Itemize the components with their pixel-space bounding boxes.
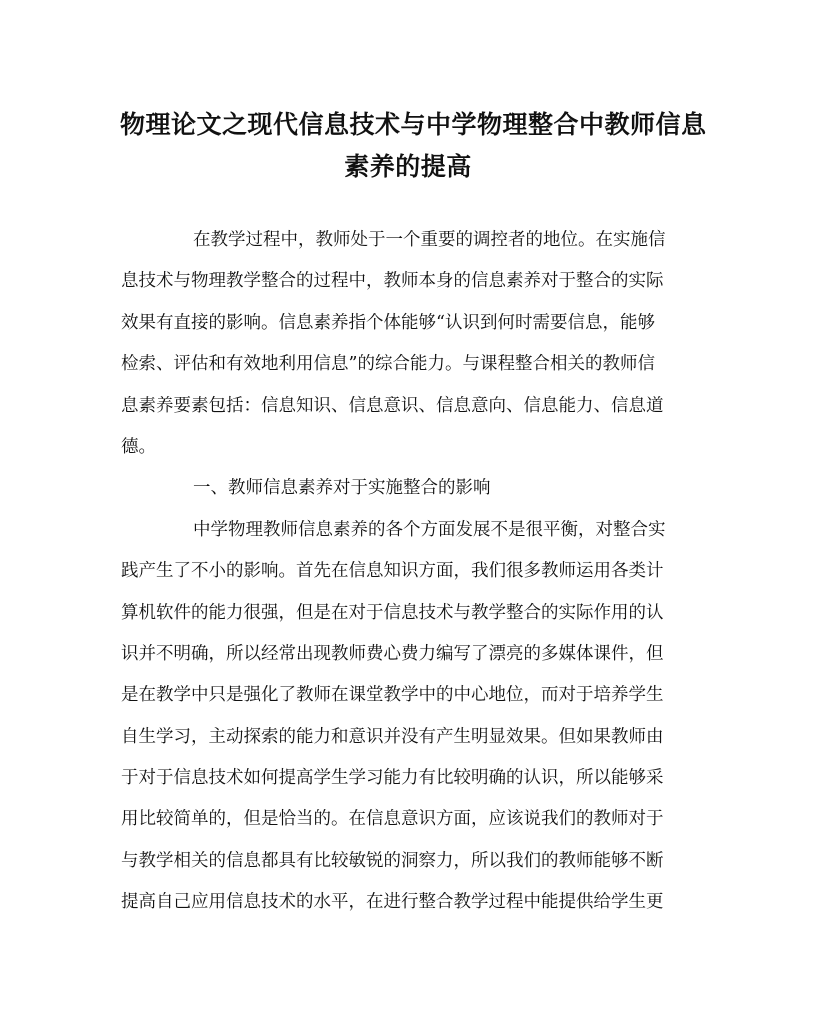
text-line: 德。 [121, 436, 156, 457]
text-line: 检索、评估和有效地利用信息”的综合能力。与课程整合相关的教师信 [121, 354, 655, 375]
text-line: 与教学相关的信息都具有比较敏锐的洞察力，所以我们的教师能够不断 [121, 850, 664, 871]
document-title [120, 104, 707, 188]
section-heading: 一、教师信息素养对于实施整合的影响 [193, 478, 491, 499]
text-line: 中学物理教师信息素养的各个方面发展不是很平衡，对整合实 [193, 519, 666, 540]
text-line: 提高自己应用信息技术的水平，在进行整合教学过程中能提供给学生更 [121, 892, 664, 913]
text-line: 在教学过程中，教师处于一个重要的调控者的地位。在实施信 [193, 230, 666, 250]
text-line: 是在教学中只是强化了教师在课堂教学中的中心地位，而对于培养学生 [121, 685, 664, 706]
text-line: 息技术与物理教学整合的过程中，教师本身的信息素养对于整合的实际 [121, 271, 664, 292]
text-line: 算机软件的能力很强，但是在对于信息技术与教学整合的实际作用的认 [121, 602, 664, 623]
text-line: 于对于信息技术如何提高学生学习能力有比较明确的认识，所以能够采 [121, 768, 664, 789]
document-body [121, 220, 697, 924]
text-line: 息素养要素包括：信息知识、信息意识、信息意向、信息能力、信息道 [121, 395, 664, 416]
title-line: 物理论文之现代信息技术与中学物理整合中教师信息 [120, 110, 707, 139]
text-line: 践产生了不小的影响。首先在信息知识方面，我们很多教师运用各类计 [121, 561, 664, 582]
text-line: 自生学习，主动探索的能力和意识并没有产生明显效果。但如果教师由 [121, 726, 664, 747]
title-line: 素养的提高 [344, 152, 472, 181]
text-line: 识并不明确，所以经常出现教师费心费力编写了漂亮的多媒体课件，但 [121, 643, 664, 664]
text-line: 用比较简单的，但是恰当的。在信息意识方面，应该说我们的教师对于 [121, 809, 664, 830]
text-line: 效果有直接的影响。信息素养指个体能够“认识到何时需要信息，能够 [121, 312, 655, 333]
